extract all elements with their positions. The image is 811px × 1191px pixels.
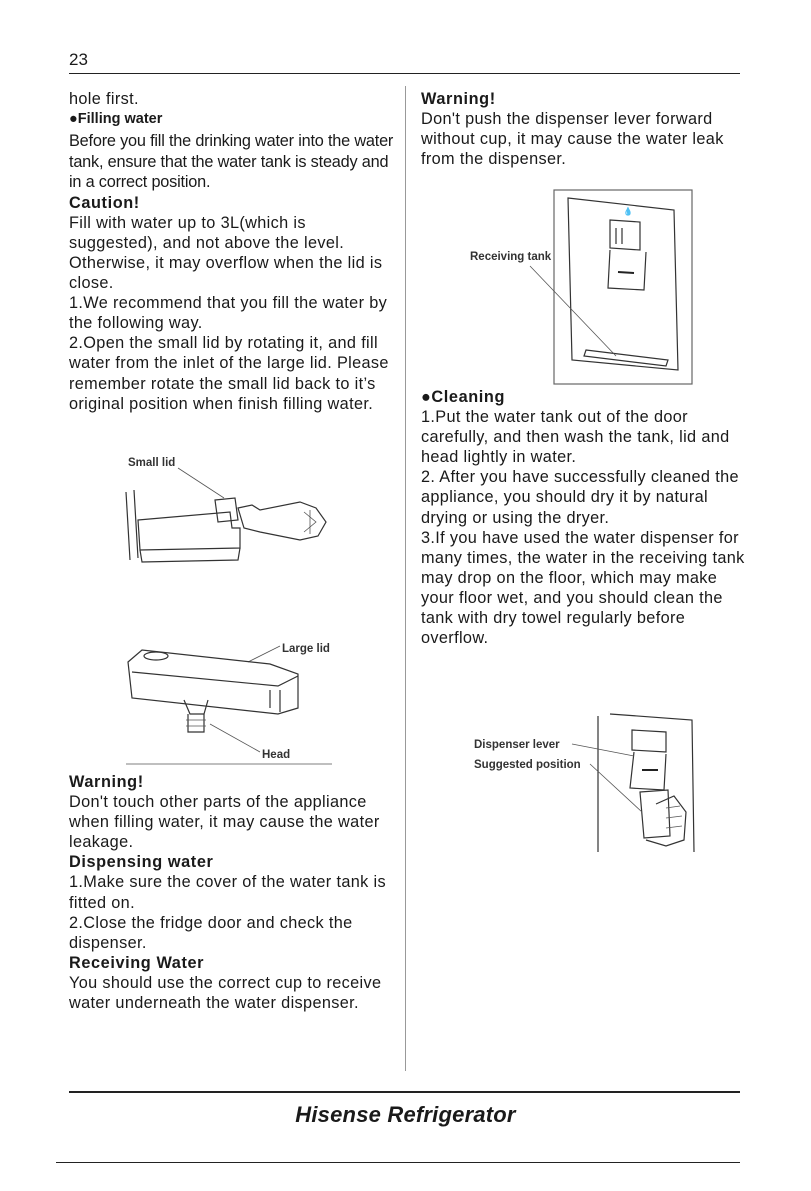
- hand-shape: [646, 796, 686, 846]
- dispenser-lever: [608, 250, 646, 290]
- filling-water-heading: ●Filling water: [69, 111, 163, 128]
- left-column-top: [69, 89, 399, 414]
- suggested-position-label: Suggested position: [474, 759, 581, 771]
- large-lid-leader-line: [248, 646, 280, 662]
- caution-text: Fill with water up to 3L(which is suggested), and not above the level. Otherwise, it may overflow when the lid is close.: [69, 213, 383, 293]
- large-lid-label: Large lid: [282, 643, 330, 655]
- dispenser-lever-label: Dispenser lever: [474, 739, 560, 751]
- receiving-tank-figure: [468, 188, 696, 386]
- receiving-water-text: You should use the correct cup to receive water underneath the water dispenser.: [69, 973, 382, 1013]
- water-drop-icon: 💧: [623, 207, 633, 216]
- dispensing-step-1: 1.Make sure the cover of the water tank is fitted on.: [69, 873, 386, 912]
- warning-heading-right: Warning!: [421, 90, 496, 108]
- page-number: 23: [69, 50, 88, 69]
- filling-step-1: 1.We recommend that you fill the water by the following way.: [69, 294, 388, 333]
- cleaning-heading: ●Cleaning: [421, 388, 505, 406]
- warning-heading-left: Warning!: [69, 773, 144, 791]
- brand-footer: Hisense Refrigerator: [295, 1102, 516, 1127]
- warning-text-right: Don't push the dispenser lever forward without cup, it may cause the water leak from the dispenser.: [421, 110, 724, 169]
- dispenser-outlet: [610, 220, 640, 250]
- dispenser-lever-figure: [470, 712, 698, 858]
- left-column-bottom: [69, 772, 399, 1013]
- cleaning-step-1: 1.Put the water tank out of the door carefully, and then wash the tank, lid and head lightly in water.: [421, 408, 730, 467]
- right-column-cleaning: [421, 387, 746, 648]
- head-leader-line: [210, 724, 260, 752]
- filling-water-text: Before you fill the drinking water into the water tank, ensure that the water tank is steady and in a correct position.: [69, 132, 394, 192]
- receiving-water-heading: Receiving Water: [69, 953, 205, 972]
- lever-outlet: [632, 730, 666, 752]
- cup-shape: [640, 790, 670, 838]
- cleaning-step-2: 2. After you have successfully cleaned the appliance, you should dry it by natural drying or using the dryer.: [421, 468, 739, 527]
- caution-heading: Caution!: [69, 193, 140, 212]
- dispensing-water-heading: Dispensing water: [69, 853, 214, 872]
- intro-text: hole first.: [69, 90, 139, 108]
- filling-step-2: 2.Open the small lid by rotating it, and fill water from the inlet of the large lid. Please remember rotate the small lid back to it’s original position when finish filling water.: [69, 334, 389, 413]
- header-rule: [69, 73, 740, 74]
- small-lid-leader-line: [178, 468, 224, 498]
- right-column-top: [421, 89, 746, 169]
- page-bottom-rule: [56, 1162, 740, 1163]
- receiving-tank-label: Receiving tank: [470, 251, 552, 263]
- tank-upper-illustration: [126, 490, 326, 562]
- column-divider: [405, 86, 406, 1071]
- dispenser-recess: [568, 198, 678, 370]
- lid-figure: [120, 450, 340, 770]
- door-panel: [610, 714, 694, 852]
- dispensing-step-2: 2.Close the fridge door and check the dispenser.: [69, 913, 353, 952]
- lever-leader-line: [572, 744, 634, 756]
- warning-text-left: Don't touch other parts of the appliance when filling water, it may cause the water leakage.: [69, 793, 380, 852]
- receiving-tank-shape: [584, 350, 668, 366]
- tank-lower-illustration: [128, 650, 298, 732]
- footer-rule: [69, 1091, 740, 1093]
- cleaning-step-3: 3.If you have used the water dispenser for many times, the water in the receiving tank may drop on the floor, which may make your floor wet, and you should clean the tank with dry towel regularly before overflow.: [421, 528, 745, 648]
- small-lid-label: Small lid: [128, 457, 176, 469]
- head-label: Head: [262, 749, 291, 761]
- receiving-tank-leader-line: [530, 266, 616, 356]
